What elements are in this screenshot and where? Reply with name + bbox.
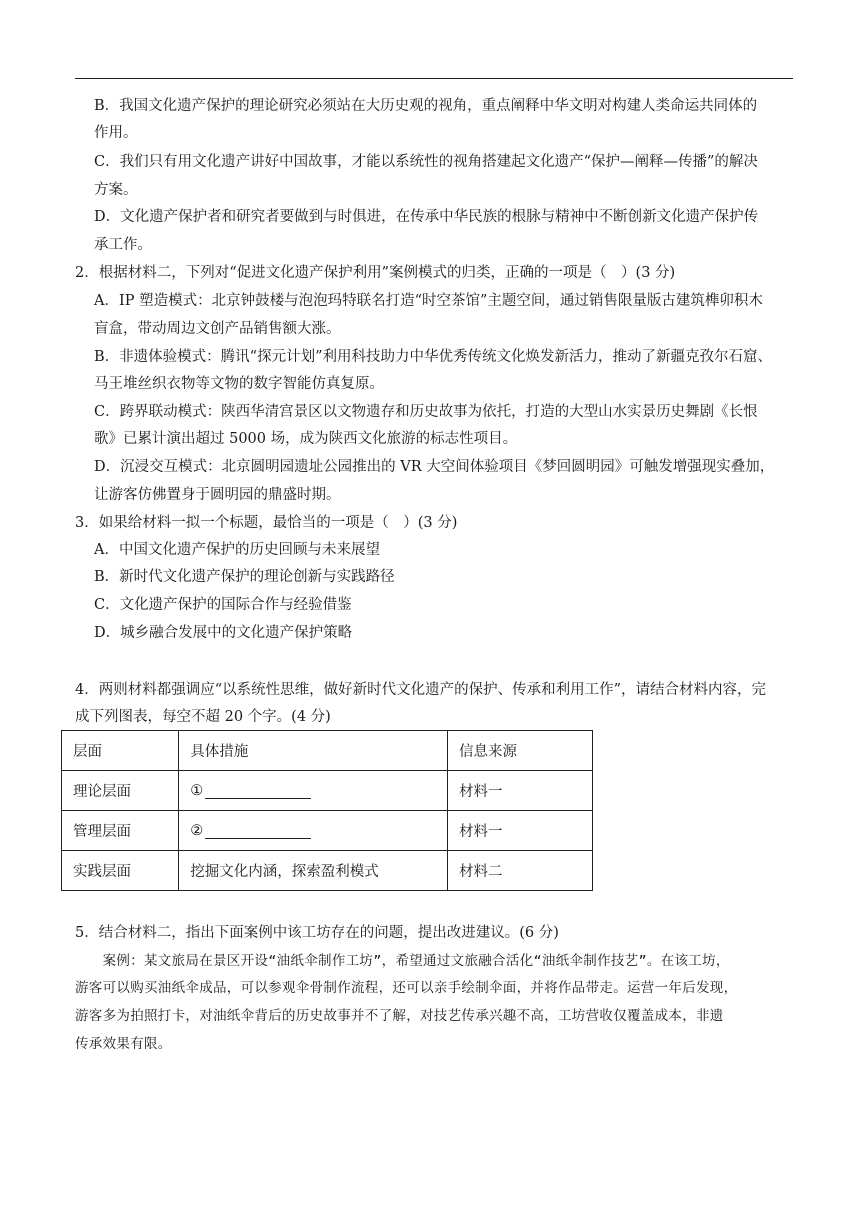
table-cell-source: 材料二: [447, 851, 592, 891]
q5-stem: 5．结合材料二，指出下面案例中该工坊存在的问题，提出改进建议。(6 分): [75, 925, 559, 941]
q5-case-line: 案例：某文旅局在景区开设“油纸伞制作工坊”，希望通过文旅融合活化“油纸伞制作技艺”。在该工坊，: [75, 953, 730, 969]
table-header-cell: 具体措施: [179, 731, 448, 771]
q4-stem-cont: 成下列图表，每空不超 20 个字。(4 分): [75, 709, 331, 725]
table-row: [62, 771, 593, 811]
q2-option-d[interactable]: D．沉浸交互模式：北京圆明园遗址公园推出的 VR 大空间体验项目《梦回圆明园》可触发增强现实叠加，: [94, 459, 775, 475]
q2-option-b[interactable]: B．非遗体验模式：腾讯“探元计划”利用科技助力中华优秀传统文化焕发新活力，推动了新疆克孜尔石窟、: [94, 349, 772, 365]
q1-option-d[interactable]: D．文化遗产保护者和研究者要做到与时俱进，在传承中华民族的根脉与精神中不断创新文化遗产保护传: [94, 209, 759, 225]
table-cell-measure: 挖掘文化内涵，探索盈利模式: [179, 851, 448, 891]
answer-blank-1[interactable]: [205, 784, 311, 799]
header-rule: [75, 78, 793, 79]
q2-option-d-cont: 让游客仿佛置身于圆明园的鼎盛时期。: [94, 487, 341, 503]
q4-answer-table: [61, 730, 593, 891]
q3-option-d[interactable]: D．城乡融合发展中的文化遗产保护策略: [94, 625, 353, 641]
table-header-row: [62, 731, 593, 771]
table-header-cell: 层面: [62, 731, 179, 771]
table-cell-source: 材料一: [447, 811, 592, 851]
table-row: [62, 811, 593, 851]
q2-option-a-cont: 盲盒，带动周边文创产品销售额大涨。: [94, 321, 341, 337]
q3-stem: 3．如果给材料一拟一个标题，最恰当的一项是（ ）(3 分): [75, 515, 458, 531]
q2-stem: 2．根据材料二，下列对“促进文化遗产保护利用”案例模式的归类，正确的一项是（ ）(3 分): [75, 265, 676, 281]
q3-option-a[interactable]: A．中国文化遗产保护的历史回顾与未来展望: [94, 542, 380, 558]
table-cell-measure[interactable]: [179, 771, 448, 811]
q1-option-b[interactable]: B．我国文化遗产保护的理论研究必须站在大历史观的视角，重点阐释中华文明对构建人类命运共同体的: [94, 98, 758, 114]
q1-option-c[interactable]: C．我们只有用文化遗产讲好中国故事，才能以系统性的视角搭建起文化遗产“保护—阐释—传播”的解决: [94, 154, 758, 170]
q1-option-c-cont: 方案。: [94, 182, 138, 198]
table-cell-level: 管理层面: [62, 811, 179, 851]
table-header-cell: 信息来源: [447, 731, 592, 771]
q2-option-b-cont: 马王堆丝织衣物等文物的数字智能仿真复原。: [94, 376, 384, 392]
q2-option-c[interactable]: C．跨界联动模式：陕西华清宫景区以文物遗存和历史故事为依托，打造的大型山水实景历史舞剧《长恨: [94, 404, 758, 420]
q5-case-line: 游客可以购买油纸伞成品，可以参观伞骨制作流程，还可以亲手绘制伞面，并将作品带走。运营一年后发现，: [75, 980, 738, 996]
q3-option-b[interactable]: B．新时代文化遗产保护的理论创新与实践路径: [94, 569, 395, 585]
table-cell-measure[interactable]: [179, 811, 448, 851]
q4-stem: 4．两则材料都强调应“以系统性思维，做好新时代文化遗产的保护、传承和利用工作”，请结合材料内容，完: [75, 682, 767, 698]
table-cell-level: 理论层面: [62, 771, 179, 811]
table-cell-source: 材料一: [447, 771, 592, 811]
blank-marker: ①: [190, 782, 204, 799]
q1-option-d-cont: 承工作。: [94, 237, 152, 253]
q1-option-b-cont: 作用。: [94, 125, 138, 141]
q2-option-c-cont: 歌》已累计演出超过 5000 场，成为陕西文化旅游的标志性项目。: [94, 431, 518, 447]
table-cell-level: 实践层面: [62, 851, 179, 891]
answer-blank-2[interactable]: [205, 824, 311, 839]
q5-case-line: 游客多为拍照打卡，对油纸伞背后的历史故事并不了解，对技艺传承兴趣不高，工坊营收仅覆盖成本，非遗: [75, 1008, 724, 1024]
q3-option-c[interactable]: C．文化遗产保护的国际合作与经验借鉴: [94, 597, 352, 613]
q2-option-a[interactable]: A．IP 塑造模式：北京钟鼓楼与泡泡玛特联名打造“时空茶馆”主题空间，通过销售限量版古建筑榫卯积木: [94, 293, 763, 309]
table-row: [62, 851, 593, 891]
q5-case-line: 传承效果有限。: [75, 1036, 172, 1052]
blank-marker: ②: [190, 822, 204, 839]
